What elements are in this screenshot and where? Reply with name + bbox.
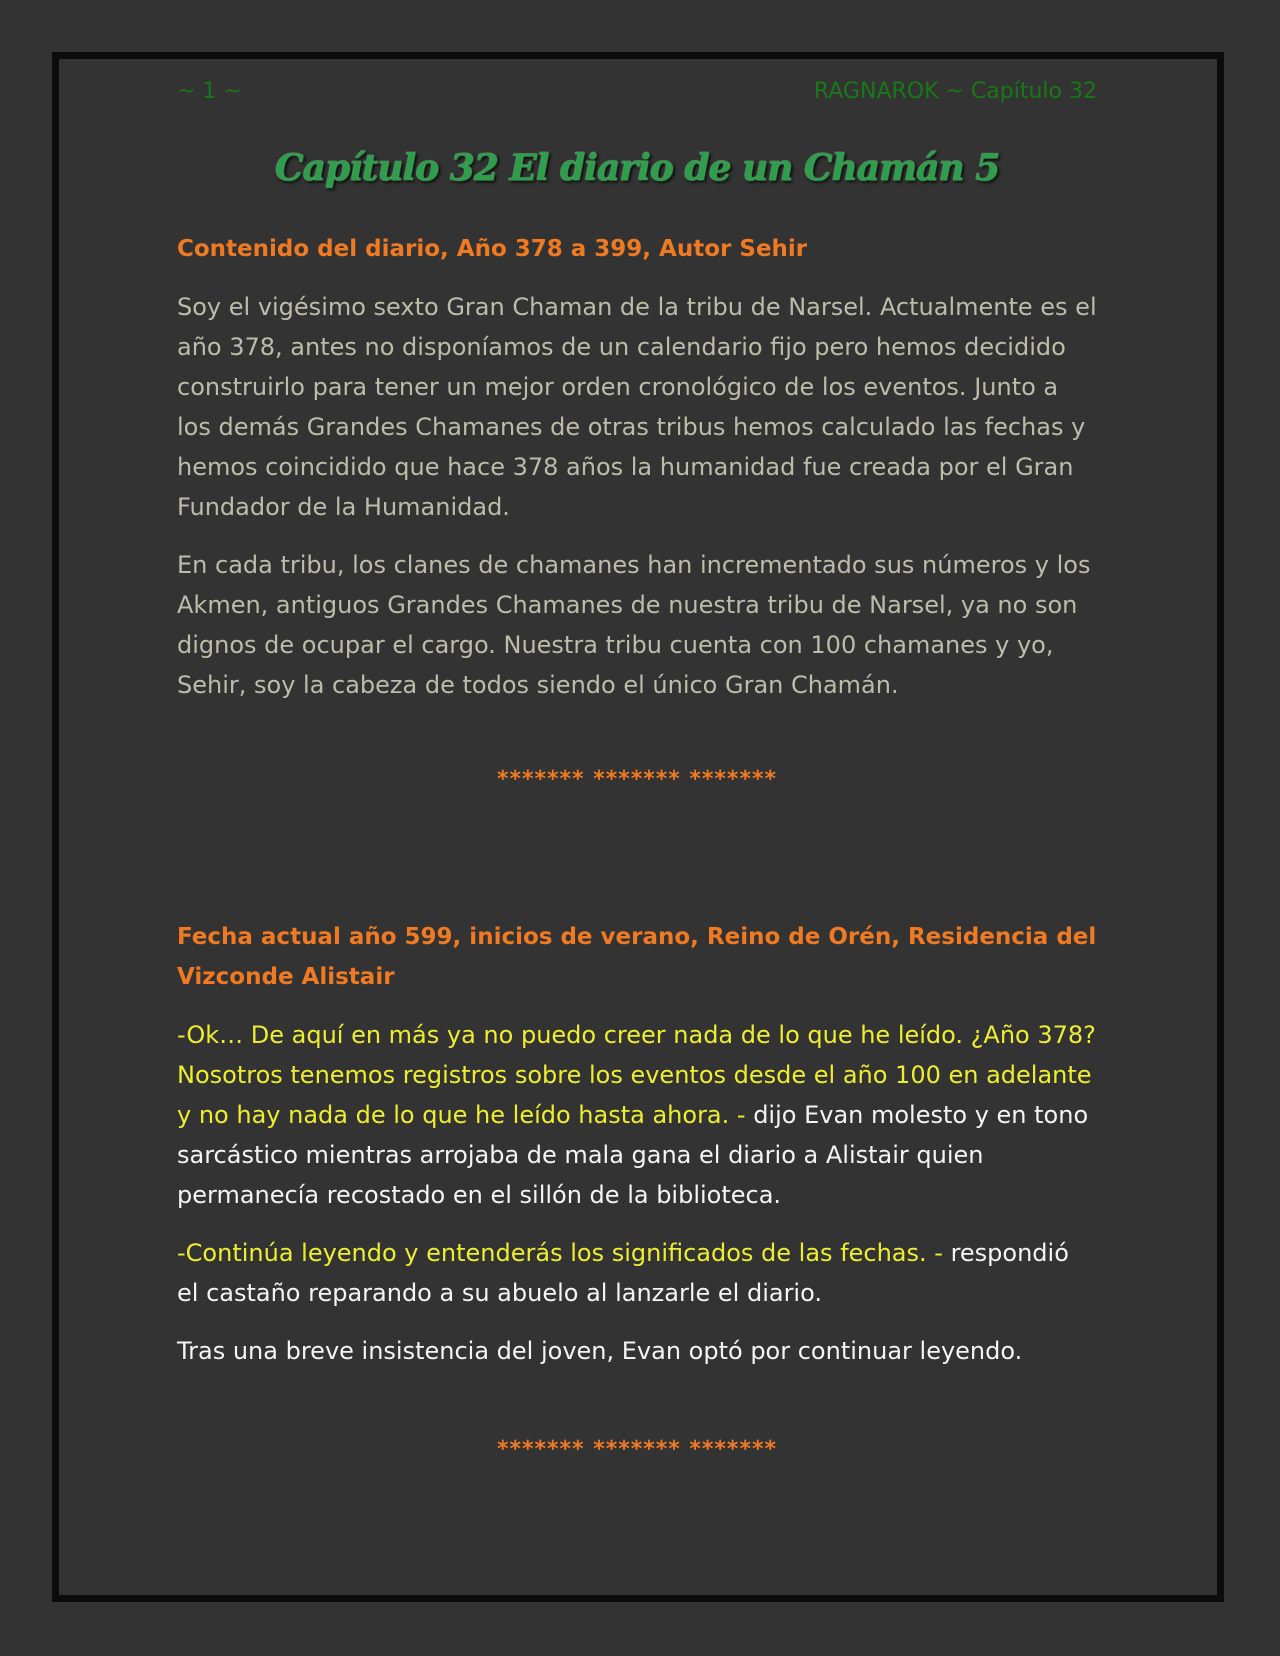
page-header	[177, 79, 1097, 109]
narration-text: respondió el castaño reparando a su abuelo al lanzarle el diario.	[177, 1239, 1069, 1307]
section-heading: Contenido del diario, Año 378 a 399, Autor Sehir	[177, 236, 808, 262]
page-number: ~ 1 ~	[177, 79, 242, 104]
dialogue-text: -Continúa leyendo y entenderás los significados de las fechas. -	[177, 1239, 943, 1267]
section-separator: ******* ******* *******	[497, 767, 777, 792]
story-paragraph: Tras una breve insistencia del joven, Evan optó por continuar leyendo.	[177, 1337, 1023, 1365]
present-section	[177, 917, 1097, 1371]
section-separator: ******* ******* *******	[497, 1437, 777, 1462]
narration-text: dijo Evan molesto y en tono sarcástico mientras arrojaba de mala gana el diario a Alistair quien permanecía recostado en el sillón de la biblioteca.	[177, 1101, 1089, 1209]
story-paragraph	[177, 1233, 1097, 1313]
section-heading: Fecha actual año 599, inicios de verano, Reino de Orén, Residencia del Vizconde Alistair	[177, 924, 1097, 990]
chapter-title: Capítulo 32 El diario de un Chamán 5	[274, 147, 1000, 189]
diary-paragraph: En cada tribu, los clanes de chamanes han incrementado sus números y los Akmen, antiguos Grandes Chamanes de nuestra tribu de Narsel, ya no son dignos de ocupar el cargo. Nuestra tribu cuenta con 100 chamanes y yo, Sehir, soy la cabeza de todos siendo el único Gran Chamán.	[177, 551, 1091, 699]
diary-paragraph: Soy el vigésimo sexto Gran Chaman de la tribu de Narsel. Actualmente es el año 378, antes no disponíamos de un calendario fijo pero hemos decidido construirlo para tener un mejor orden cronológico de los eventos. Junto a los demás Grandes Chamanes de otras tribus hemos calculado las fechas y hemos coincidido que hace 378 años la humanidad fue creada por el Gran Fundador de la Humanidad.	[177, 293, 1097, 521]
diary-section	[177, 229, 1097, 705]
running-title: RAGNAROK ~ Capítulo 32	[813, 79, 1097, 104]
story-paragraph	[177, 1015, 1097, 1215]
dialogue-text: -Ok… De aquí en más ya no puedo creer nada de lo que he leído. ¿Año 378? Nosotros tenemos registros sobre los eventos desde el año 100 en adelante y no hay nada de lo que he leído hasta ahora. -	[177, 1021, 1096, 1129]
document-page	[52, 52, 1224, 1602]
